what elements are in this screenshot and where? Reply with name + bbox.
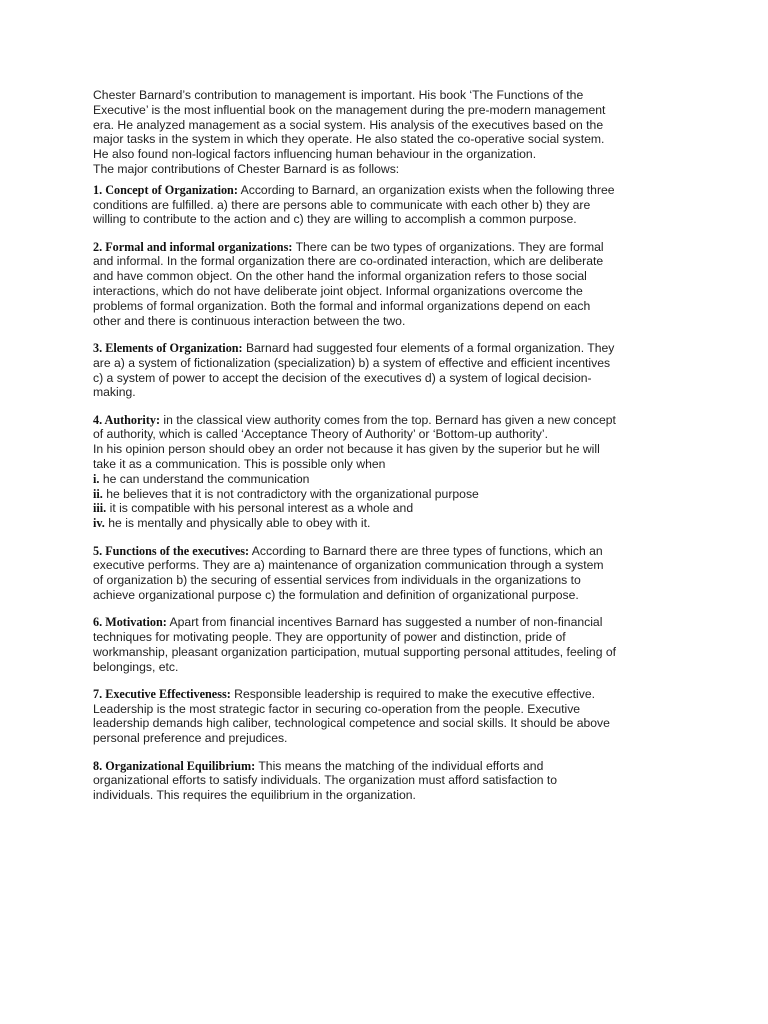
section-heading: 3. Elements of Organization: — [93, 340, 243, 355]
section-body: There can be two types of organizations. They are formal and informal. In the formal organization there are co-ordinated interaction, which are deliberate and have common object. On the other hand the informal organization refers to those social interactions, which do not have deliberate joint object. Informal organizations overcome the problems of formal organization. Both the formal and informal organizations depend on each other and there is continuous interaction between the two. — [93, 239, 604, 328]
section-formal-informal-organizations — [93, 240, 683, 329]
section-heading: 8. Organizational Equilibrium: — [93, 758, 256, 773]
list-item — [93, 516, 683, 531]
section-heading: 7. Executive Effectiveness: — [93, 686, 231, 701]
section-authority — [93, 413, 683, 531]
section-organizational-equilibrium — [93, 759, 683, 803]
section-executive-effectiveness — [93, 687, 683, 746]
section-motivation — [93, 615, 683, 674]
list-item-text: he is mentally and physically able to obey with it. — [104, 516, 371, 531]
list-item-label: iv. — [93, 516, 105, 531]
list-item-label: i. — [93, 471, 100, 486]
section-elements-of-organization — [93, 341, 683, 400]
section-body: Apart from financial incentives Barnard has suggested a number of non-financial techniques for motivating people. They are opportunity of power and distinction, pride of workmanship, pleasant organization participation, mutual supporting personal attitudes, feeling of belongings, etc. — [93, 615, 617, 674]
list-item-label: ii. — [93, 486, 103, 501]
section-heading: 2. Formal and informal organizations: — [93, 239, 293, 254]
section-body: According to Barnard there are three types of functions, which an executive performs. They are a) maintenance of organization communication through a system of organization b) the securing of essential services from individuals in the organizations to achieve organizational purpose c) the formulation and definition of organizational purpose. — [93, 543, 604, 602]
section-heading: 4. Authority: — [93, 412, 161, 427]
section-body: Barnard had suggested four elements of a formal organization. They are a) a system of fictionalization (specialization) b) a system of effective and efficient incentives c) a system of power to accept the decision of the executives d) a system of logical decision- making. — [93, 340, 615, 400]
list-item — [93, 472, 683, 487]
document-page — [93, 88, 683, 803]
section-body: Responsible leadership is required to make the executive effective. Leadership is the most strategic factor in securing co-operation from the people. Executive leadership demands high caliber, technological competence and social skills. It should be above personal preference and prejudices. — [93, 686, 610, 746]
list-item-label: iii. — [93, 501, 107, 516]
intro-paragraph: Chester Barnard’s contribution to management is important. His book ‘The Functions of the Executive’ is the most influential book on the management during the pre-modern management era. He analyzed management as a social system. His analysis of the executives based on the major tasks in the system in which they operate. He also stated the co-operative social system. He also found non-logical factors influencing human behaviour in the organization. The major contributions of Chester Barnard is as follows: — [93, 88, 606, 176]
list-item-text: it is compatible with his personal interest as a whole and — [106, 501, 414, 516]
list-item-text: he can understand the communication — [99, 471, 310, 486]
section-body: According to Barnard, an organization exists when the following three conditions are fulfilled. a) there are persons able to communicate with each other b) they are willing to contribute to the action and c) they are willing to accomplish a common purpose. — [93, 182, 615, 227]
section-concept-of-organization — [93, 183, 683, 227]
section-body: in the classical view authority comes from the top. Bernard has given a new concept of authority, which is called ‘Acceptance Theory of Authority’ or ‘Bottom-up authority’. In his opinion person should obey an order not because it has given by the superior but he will take it as a communication. This is possible only when — [93, 412, 616, 472]
section-functions-of-executives — [93, 544, 683, 603]
list-item — [93, 501, 683, 516]
section-heading: 6. Motivation: — [93, 615, 167, 630]
section-body: This means the matching of the individual efforts and organizational efforts to satisfy individuals. The organization must afford satisfaction to individuals. This requires the equilibrium in the organization. — [93, 758, 558, 803]
section-heading: 5. Functions of the executives: — [93, 543, 250, 558]
list-item — [93, 487, 683, 502]
section-heading: 1. Concept of Organization: — [93, 182, 238, 197]
list-item-text: he believes that it is not contradictory with the organizational purpose — [102, 486, 479, 501]
